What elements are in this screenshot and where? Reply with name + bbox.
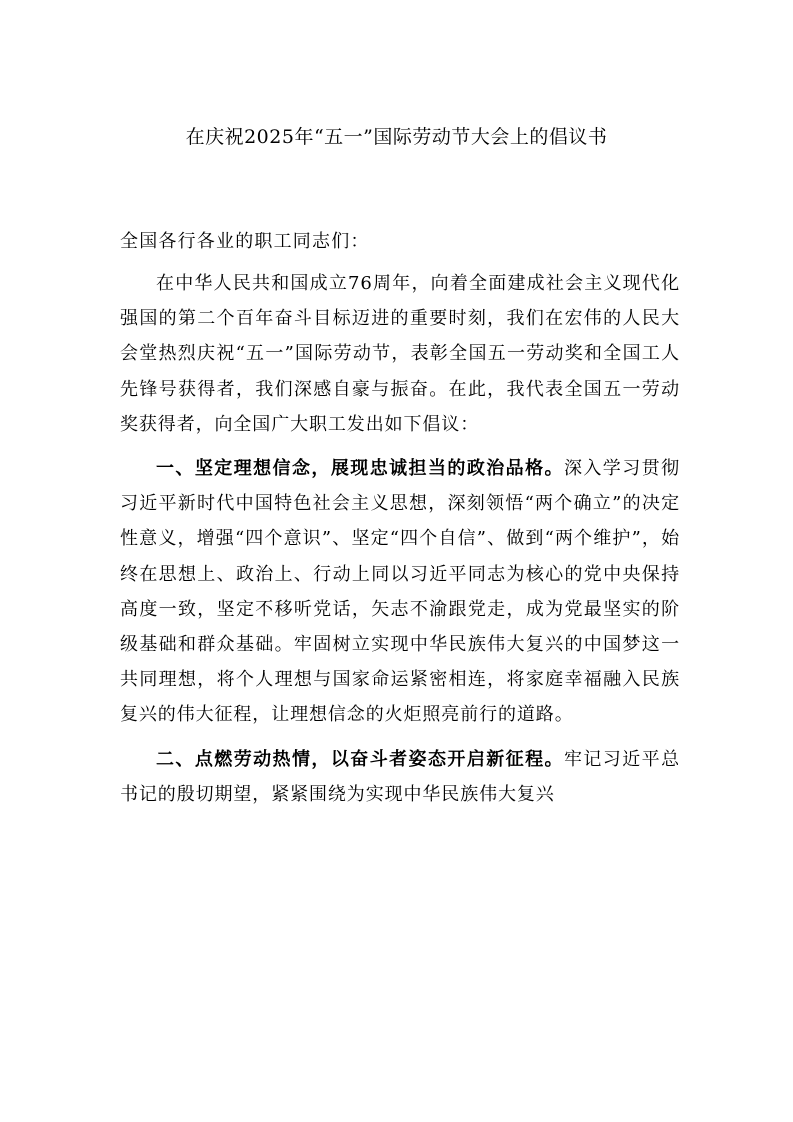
salutation: 全国各行各业的职工同志们： [120, 231, 370, 252]
section-2-heading: 二、点燃劳动热情，以奋斗者姿态开启新征程。 [156, 748, 564, 770]
document-title: 在庆祝2025年“五一”国际劳动节大会上的倡议书 [185, 126, 608, 148]
document-body [120, 266, 680, 821]
section-2-paragraph [120, 742, 680, 812]
section-2-body: 牢记习近平总书记的殷切期望，紧紧围绕为实现中华民族伟大复兴 [120, 748, 680, 805]
section-1-body: 深入学习贯彻习近平新时代中国特色社会主义思想，深刻领悟“两个确立”的决定性意义，增强“四个意识”、坚定“四个自信”、做到“两个维护”，始终在思想上、政治上、行动上同以习近平同志为核心的党中央保持高度一致，坚定不移听党话，矢志不渝跟党走，成为党最坚实的阶级基础和群众基础。牢固树立实现中华民族伟大复兴的中国梦这一共同理想，将个人理想与国家命运紧密相连，将家庭幸福融入民族复兴的伟大征程，让理想信念的火炬照亮前行的道路。 [120, 458, 680, 726]
section-1-heading: 一、坚定理想信念，展现忠诚担当的政治品格。 [156, 458, 564, 480]
section-1-paragraph [120, 451, 680, 733]
intro-paragraph: 在中华人民共和国成立76周年，向着全面建成社会主义现代化强国的第二个百年奋斗目标迈进的重要时刻，我们在宏伟的人民大会堂热烈庆祝“五一”国际劳动节，表彰全国五一劳动奖和全国工人先锋号获得者，我们深感自豪与振奋。在此，我代表全国五一劳动奖获得者，向全国广大职工发出如下倡议： [120, 273, 680, 435]
